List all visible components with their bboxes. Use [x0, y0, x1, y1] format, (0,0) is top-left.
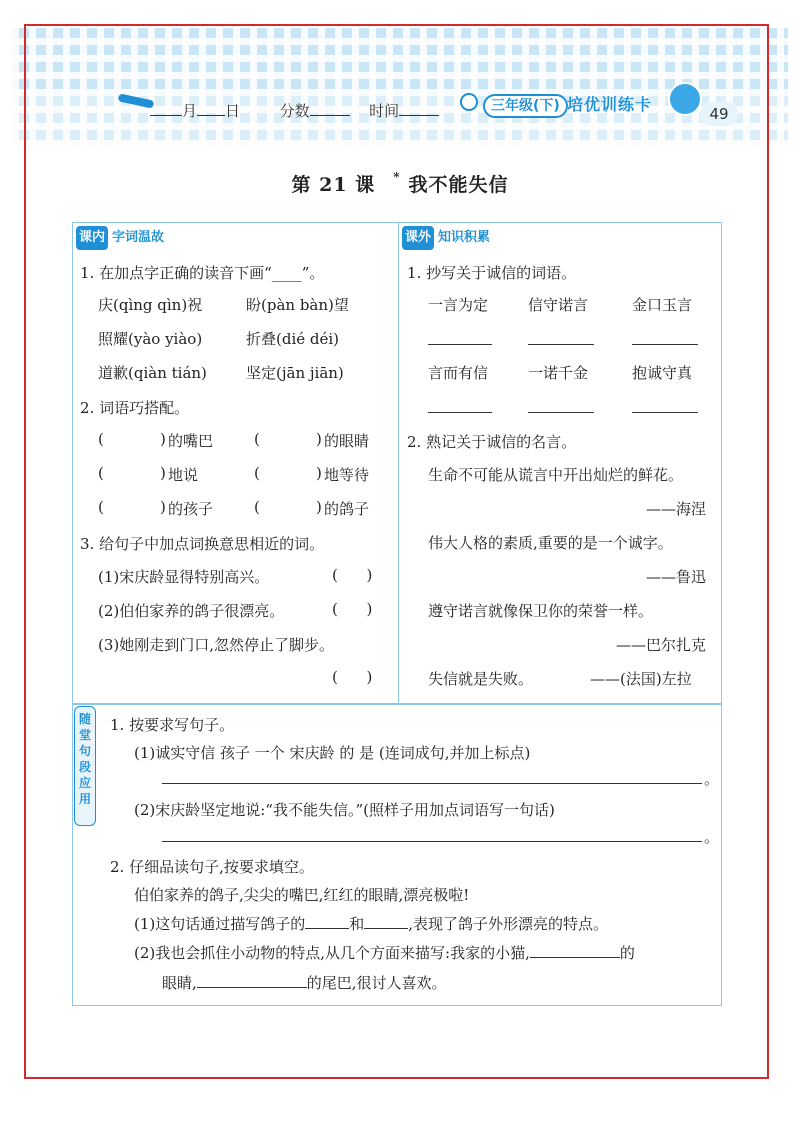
left-tag-text: 字词温故 — [112, 230, 165, 245]
q1-item[interactable]: 照耀(yào yiào) — [98, 330, 203, 348]
word-item: 一言为定 — [428, 296, 489, 314]
bottom-q1-title: 1. 按要求写句子。 — [110, 716, 235, 734]
q2-item: 的眼睛 — [324, 432, 370, 450]
q3-answer-blank[interactable]: ( ) — [332, 600, 373, 618]
day-label: 日 — [225, 102, 241, 120]
quote-author: ——鲁迅 — [646, 568, 707, 586]
bottom-q2-sentence: 伯伯家养的鸽子,尖尖的嘴巴,红红的眼睛,漂亮极啦! — [134, 886, 470, 904]
right-section-tag — [402, 226, 494, 250]
q2-blank[interactable]: ( — [254, 464, 260, 482]
q2-blank[interactable]: ( — [98, 430, 104, 448]
q2-paren-close: ) — [316, 498, 322, 516]
quote-author: ——海涅 — [646, 500, 707, 518]
copy-line[interactable] — [632, 411, 698, 413]
q1-item[interactable]: 坚定(jān jiān) — [246, 364, 344, 382]
period: 。 — [704, 828, 720, 846]
q2a-pre: (1)这句话通过描写鸽子的 — [134, 915, 306, 933]
copy-line[interactable] — [528, 343, 594, 345]
q1-item[interactable]: 盼(pàn bàn)望 — [246, 296, 349, 314]
bottom-q2-b-line2 — [162, 972, 447, 993]
lesson-name: 我不能失信 — [408, 174, 509, 196]
lesson-star: * — [393, 170, 401, 184]
q1-item[interactable]: 折叠(dié déi) — [246, 330, 340, 348]
q2a-post: ,表现了鸽子外形漂亮的特点。 — [408, 915, 609, 933]
q2-paren-close: ) — [316, 430, 322, 448]
q3-item: (2)伯伯家养的鸽子很漂亮。 — [98, 602, 285, 620]
bottom-q1-a: (1)诚实守信 孩子 一个 宋庆龄 的 是 (连词成句,并加上标点) — [134, 744, 531, 762]
bottom-q2-a — [134, 913, 608, 934]
q3-item: (3)她刚走到门口,忽然停止了脚步。 — [98, 636, 335, 654]
q2-item: 的鸽子 — [324, 500, 370, 518]
word-item: 一诺千金 — [528, 364, 589, 382]
page-number: 49 — [700, 102, 738, 126]
word-item: 抱诚守真 — [632, 364, 693, 382]
q2-item: 地说 — [168, 466, 199, 484]
q1-item[interactable]: 道歉(qiàn tián) — [98, 364, 207, 382]
lesson-title — [0, 170, 800, 197]
fill-blank[interactable] — [305, 914, 349, 929]
bottom-q2-b — [134, 942, 635, 963]
quote-text: 伟大人格的素质,重要的是一个诚字。 — [428, 534, 673, 552]
q2a-mid: 和 — [349, 915, 365, 933]
left-q1-title: 1. 在加点字正确的读音下画“____”。 — [80, 264, 325, 282]
q2-blank[interactable]: ( — [254, 430, 260, 448]
q3-answer-blank[interactable]: ( ) — [332, 566, 373, 584]
quote-author: ——(法国)左拉 — [590, 670, 692, 688]
q2b-end: 的 — [619, 944, 635, 962]
q2b-line2-post: 的尾巴,很讨人喜欢。 — [306, 974, 447, 992]
date-score-line — [150, 100, 439, 122]
copy-line[interactable] — [428, 411, 492, 413]
score-blank[interactable] — [310, 101, 350, 116]
q2-paren-close: ) — [160, 464, 166, 482]
right-tag-head: 课外 — [402, 226, 434, 250]
q2-paren-close: ) — [160, 430, 166, 448]
brand-title: 培优训练卡 — [567, 95, 653, 114]
left-q3-title: 3. 给句子中加点词换意思相近的词。 — [80, 535, 325, 553]
word-item: 言而有信 — [428, 364, 489, 382]
quote-text: 遵守诺言就像保卫你的荣誉一样。 — [428, 602, 654, 620]
copy-line[interactable] — [428, 343, 492, 345]
left-tag-head: 课内 — [76, 226, 108, 250]
q1-item[interactable]: 庆(qìng qìn)祝 — [98, 296, 203, 314]
word-item: 金口玉言 — [632, 296, 693, 314]
quote-author: ——巴尔扎克 — [616, 636, 707, 654]
q2b-line2-pre: 眼睛, — [162, 974, 197, 992]
q2-blank[interactable]: ( — [98, 498, 104, 516]
q2-item: 地等待 — [324, 466, 370, 484]
word-item: 信守诺言 — [528, 296, 589, 314]
q2b-pre: (2)我也会抓住小动物的特点,从几个方面来描写:我家的小猫, — [134, 944, 530, 962]
q2-paren-close: ) — [160, 498, 166, 516]
grade-badge: 三年级(下) — [483, 94, 568, 118]
month-label: 月 — [182, 102, 198, 120]
left-q2-title: 2. 词语巧搭配。 — [80, 399, 190, 417]
period: 。 — [704, 770, 720, 788]
q2-blank[interactable]: ( — [98, 464, 104, 482]
right-q2-title: 2. 熟记关于诚信的名言。 — [407, 433, 577, 451]
month-blank[interactable] — [150, 101, 182, 116]
answer-line[interactable] — [162, 840, 702, 842]
right-q1-title: 1. 抄写关于诚信的词语。 — [407, 264, 577, 282]
fill-blank[interactable] — [530, 943, 620, 958]
q3-item: (1)宋庆龄显得特别高兴。 — [98, 568, 270, 586]
q2-paren-close: ) — [316, 464, 322, 482]
lesson-number: 第 21 课 — [291, 174, 376, 196]
left-section-tag — [76, 226, 168, 250]
quote-text: 失信就是失败。 — [428, 670, 534, 688]
bottom-q2-title: 2. 仔细品读句子,按要求填空。 — [110, 858, 314, 876]
right-tag-text: 知识积累 — [438, 230, 491, 245]
time-label: 时间 — [369, 102, 400, 120]
copy-line[interactable] — [632, 343, 698, 345]
fill-blank[interactable] — [197, 973, 307, 988]
clock-icon — [460, 93, 478, 111]
quote-text: 生命不可能从谎言中开出灿烂的鲜花。 — [428, 466, 684, 484]
time-blank[interactable] — [399, 101, 439, 116]
answer-line[interactable] — [162, 782, 702, 784]
q3-answer-blank[interactable]: ( ) — [332, 668, 373, 686]
score-label: 分数 — [279, 102, 310, 120]
q2-blank[interactable]: ( — [254, 498, 260, 516]
bottom-q1-b: (2)宋庆龄坚定地说:“我不能失信。”(照样子用加点词语写一句话) — [134, 801, 555, 819]
copy-line[interactable] — [528, 411, 594, 413]
q2-item: 的孩子 — [168, 500, 214, 518]
fill-blank[interactable] — [364, 914, 408, 929]
day-blank[interactable] — [197, 101, 225, 116]
q2-item: 的嘴巴 — [168, 432, 214, 450]
mascot-icon — [668, 82, 702, 116]
bottom-section-tag: 随堂句段应用 — [74, 706, 96, 826]
